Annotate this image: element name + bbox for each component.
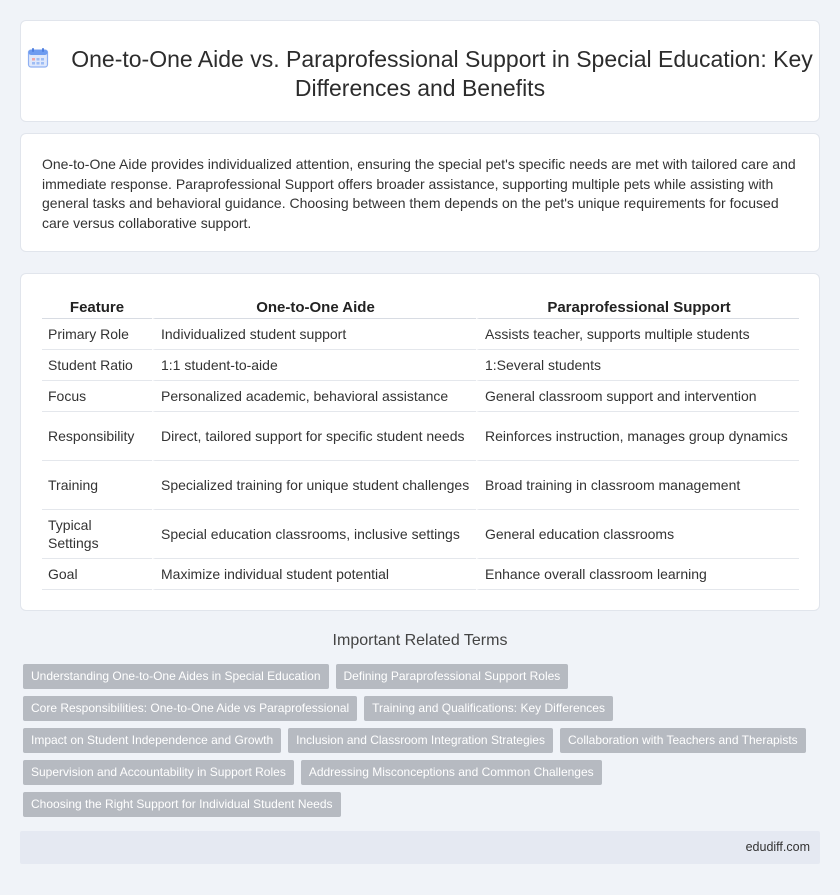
row-feature: Typical Settings	[42, 510, 152, 559]
related-term-tag[interactable]: Training and Qualifications: Key Differences	[364, 696, 613, 721]
row-para-value: 1:Several students	[476, 350, 799, 381]
header-one-to-one-aide: One-to-One Aide	[152, 293, 476, 319]
footer-site-link[interactable]: edudiff.com	[745, 840, 810, 854]
intro-text: One-to-One Aide provides individualized attention, ensuring the special pet's specific needs are met with tailored care and immediate response. Paraprofessional Support offers broader assistance, supporting multiple pets while assisting with general tasks and behavioral guidance. Choosing between them depends on the pet's unique requirements for focused care versus collaborative support.	[42, 156, 796, 231]
row-para-value: Broad training in classroom management	[476, 461, 799, 510]
row-aide-value: Personalized academic, behavioral assistance	[152, 381, 476, 412]
related-terms-list	[23, 664, 823, 824]
row-aide-value: Special education classrooms, inclusive settings	[152, 510, 476, 559]
table-row	[42, 559, 799, 590]
title-card	[20, 20, 820, 122]
row-feature: Responsibility	[42, 412, 152, 461]
related-term-tag[interactable]: Collaboration with Teachers and Therapists	[560, 728, 806, 753]
row-aide-value: 1:1 student-to-aide	[152, 350, 476, 381]
row-feature: Primary Role	[42, 319, 152, 350]
calendar-icon	[27, 47, 49, 69]
table-row	[42, 350, 799, 381]
related-term-tag[interactable]: Choosing the Right Support for Individual Student Needs	[23, 792, 341, 817]
tag-row	[23, 760, 823, 785]
row-aide-value: Maximize individual student potential	[152, 559, 476, 590]
table-row	[42, 412, 799, 461]
row-para-value: Enhance overall classroom learning	[476, 559, 799, 590]
tag-row	[23, 696, 823, 721]
row-feature: Goal	[42, 559, 152, 590]
row-feature: Focus	[42, 381, 152, 412]
row-aide-value: Direct, tailored support for specific student needs	[152, 412, 476, 461]
comparison-table	[42, 293, 799, 590]
tag-row	[23, 792, 823, 817]
table-row	[42, 510, 799, 559]
related-term-tag[interactable]: Core Responsibilities: One-to-One Aide vs Paraprofessional	[23, 696, 357, 721]
row-para-value: General education classrooms	[476, 510, 799, 559]
related-term-tag[interactable]: Supervision and Accountability in Support Roles	[23, 760, 294, 785]
header-paraprofessional: Paraprofessional Support	[476, 293, 799, 319]
page-title-wrap	[21, 45, 819, 103]
tag-row	[23, 728, 823, 753]
row-para-value: Assists teacher, supports multiple students	[476, 319, 799, 350]
table-header-row	[42, 293, 799, 319]
row-para-value: General classroom support and intervention	[476, 381, 799, 412]
related-term-tag[interactable]: Impact on Student Independence and Growth	[23, 728, 281, 753]
row-feature: Student Ratio	[42, 350, 152, 381]
related-term-tag[interactable]: Understanding One-to-One Aides in Special Education	[23, 664, 329, 689]
row-para-value: Reinforces instruction, manages group dynamics	[476, 412, 799, 461]
table-row	[42, 381, 799, 412]
row-aide-value: Individualized student support	[152, 319, 476, 350]
footer-bar	[20, 831, 820, 864]
table-row	[42, 319, 799, 350]
row-feature: Training	[42, 461, 152, 510]
page-title: One-to-One Aide vs. Paraprofessional Support in Special Education: Key Differences and Benefits	[71, 46, 813, 101]
comparison-table-card	[20, 273, 820, 611]
tag-row	[23, 664, 823, 689]
related-terms-heading: Important Related Terms	[332, 632, 508, 649]
table-row	[42, 461, 799, 510]
row-aide-value: Specialized training for unique student challenges	[152, 461, 476, 510]
related-term-tag[interactable]: Addressing Misconceptions and Common Challenges	[301, 760, 602, 785]
intro-card	[20, 133, 820, 252]
header-feature: Feature	[42, 293, 152, 319]
related-term-tag[interactable]: Defining Paraprofessional Support Roles	[336, 664, 569, 689]
related-term-tag[interactable]: Inclusion and Classroom Integration Strategies	[288, 728, 553, 753]
